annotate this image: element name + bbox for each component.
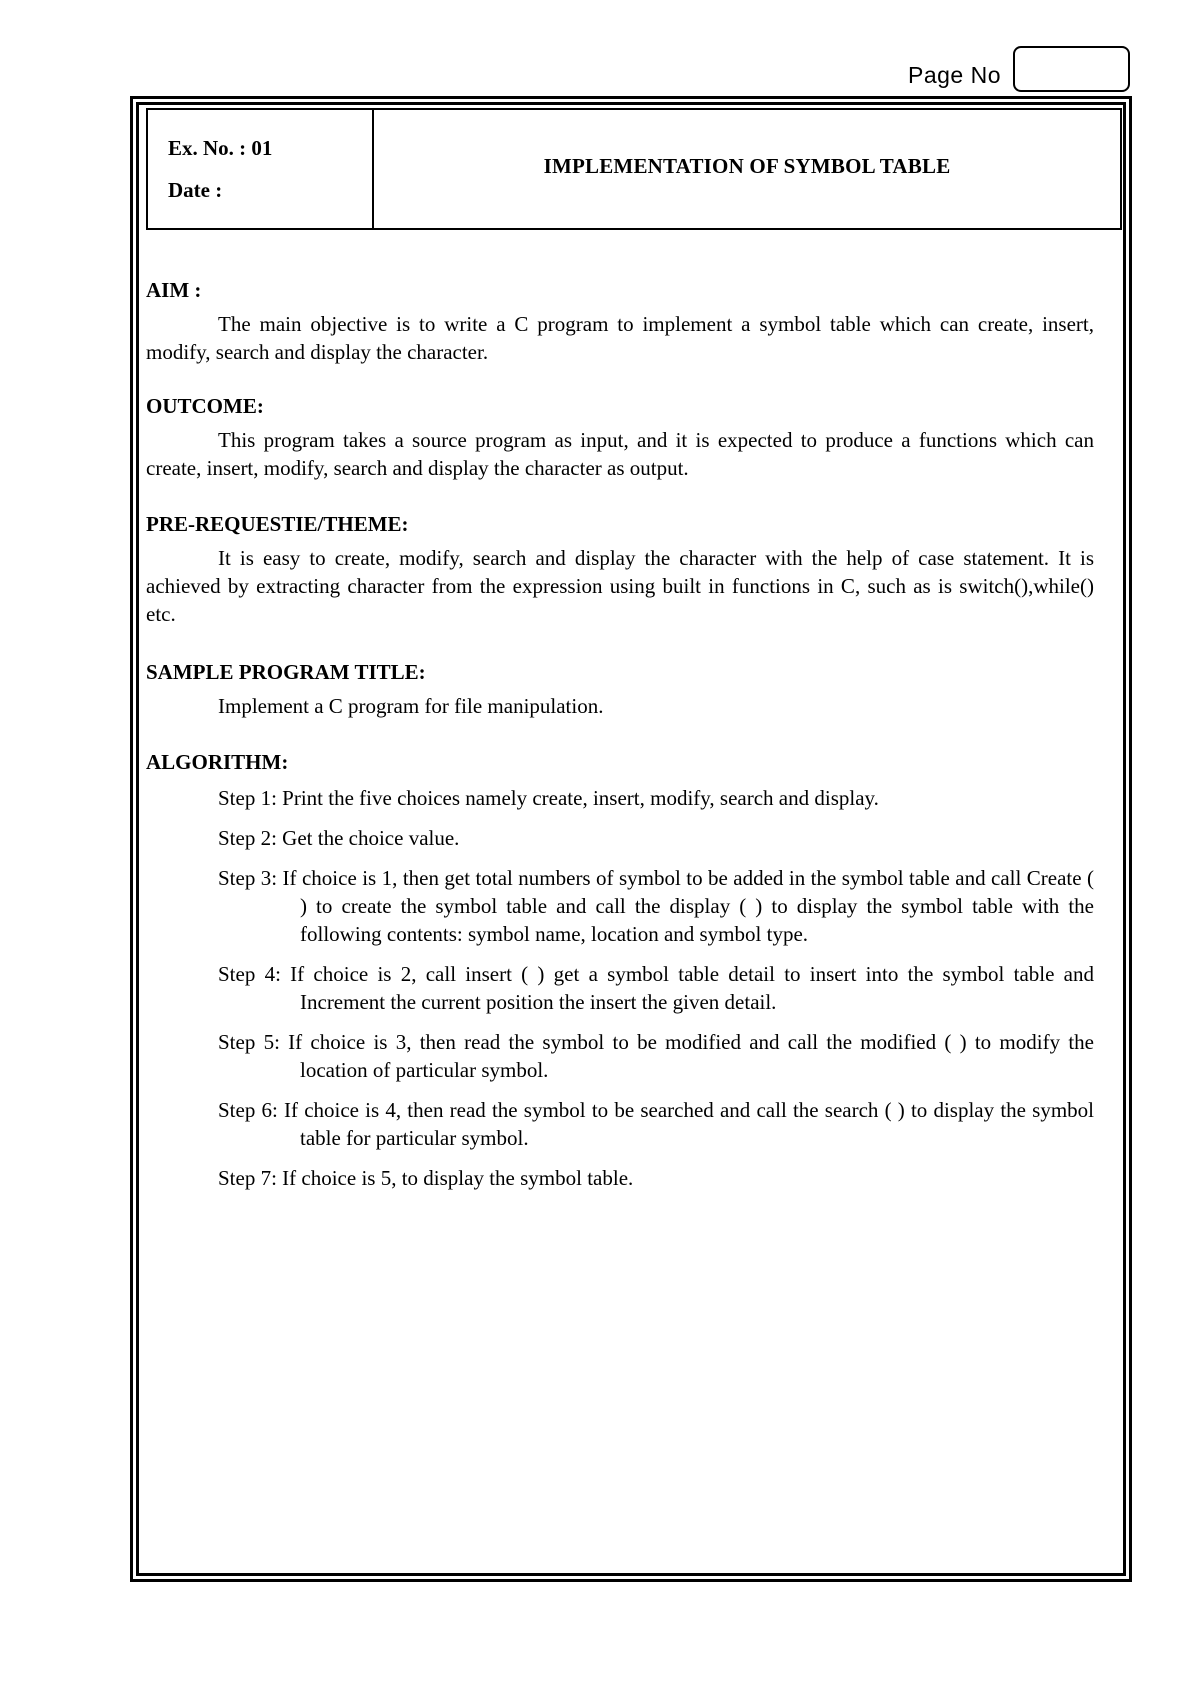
experiment-date: Date : (168, 178, 223, 202)
page-number-area (0, 46, 1200, 100)
experiment-header-table (146, 108, 1122, 230)
sample-program-title-heading: SAMPLE PROGRAM TITLE: (146, 660, 426, 684)
page-number-box (1013, 46, 1130, 92)
page-number-label: Page No (908, 62, 1002, 88)
prerequisite-text: It is easy to create, modify, search and display the character with the help of case statement. It is achieved by extracting character from the expression using built in functions in C, such as is switch(),while() etc. (146, 546, 1094, 626)
algorithm-heading: ALGORITHM: (146, 750, 289, 774)
algorithm-step: Step 5: If choice is 3, then read the symbol to be modified and call the modified ( ) to modify the location of particular symbol. (218, 1030, 1094, 1082)
prerequisite-heading: PRE-REQUESTIE/THEME: (146, 512, 409, 536)
experiment-info-cell (148, 110, 374, 228)
document-body (146, 276, 1094, 1204)
outcome-text: This program takes a source program as input, and it is expected to produce a functions which can create, insert, modify, search and display the character as output. (146, 428, 1094, 480)
outcome-heading: OUTCOME: (146, 394, 264, 418)
aim-heading: AIM : (146, 278, 202, 302)
experiment-title: IMPLEMENTATION OF SYMBOL TABLE (543, 153, 951, 178)
experiment-title-cell (374, 110, 1120, 228)
algorithm-step: Step 7: If choice is 5, to display the symbol table. (218, 1166, 634, 1190)
algorithm-step: Step 1: Print the five choices namely create, insert, modify, search and display. (218, 786, 879, 810)
algorithm-step: Step 2: Get the choice value. (218, 826, 460, 850)
algorithm-step: Step 4: If choice is 2, call insert ( ) get a symbol table detail to insert into the symbol table and Increment the current position the insert the given detail. (218, 962, 1094, 1014)
aim-text: The main objective is to write a C program to implement a symbol table which can create, insert, modify, search and display the character. (146, 312, 1094, 364)
algorithm-step: Step 6: If choice is 4, then read the symbol to be searched and call the search ( ) to display the symbol table for particular symbol. (218, 1098, 1094, 1150)
algorithm-step: Step 3: If choice is 1, then get total numbers of symbol to be added in the symbol table and call Create ( ) to create the symbol table and call the display ( ) to display the symbol table with the following contents: symbol name, location and symbol type. (218, 866, 1094, 946)
sample-program-title-text: Implement a C program for file manipulation. (218, 694, 604, 718)
experiment-number: Ex. No. : 01 (168, 136, 273, 160)
algorithm-steps (146, 784, 1094, 1192)
